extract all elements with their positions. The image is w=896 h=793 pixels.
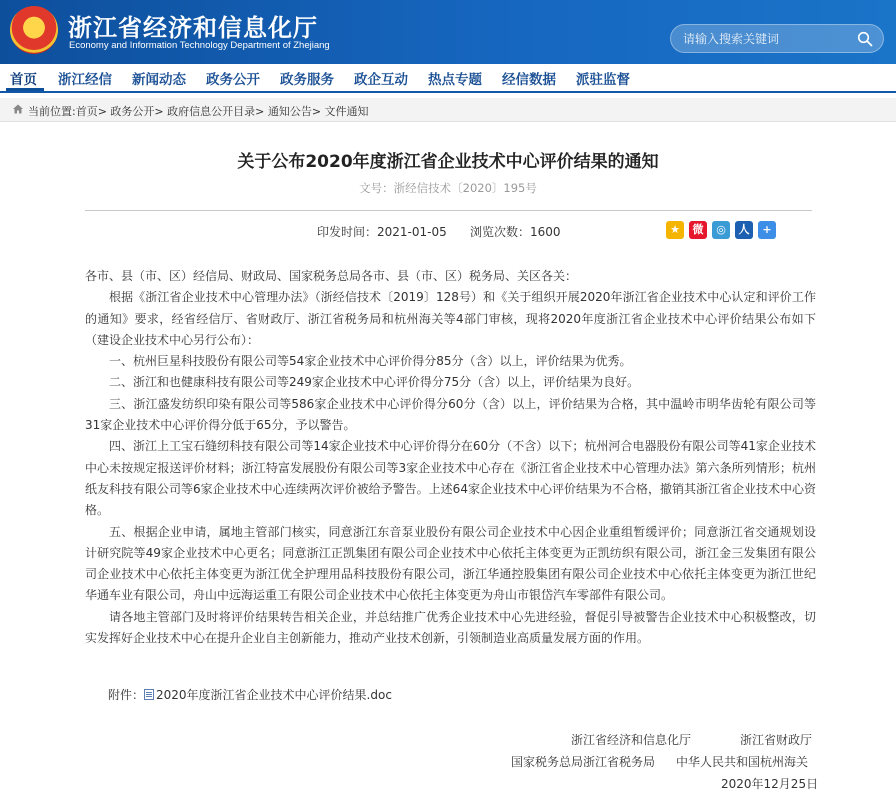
site-subtitle: Economy and Information Technology Department of Zhejiang <box>69 40 330 51</box>
paragraph: 一、杭州巨星科技股份有限公司等54家企业技术中心评价得分85分（含）以上，评价结果为优秀。 <box>109 354 632 369</box>
renren-icon[interactable]: 人 <box>735 221 753 239</box>
home-icon <box>12 103 24 115</box>
view-count: 浏览次数：1600 <box>470 225 561 239</box>
nav-divider <box>0 91 896 93</box>
site-header <box>0 0 896 64</box>
attachment-label: 附件： <box>108 688 145 702</box>
publish-date: 印发时间：2021-01-05 <box>317 225 447 239</box>
qzone-icon[interactable]: ★ <box>666 221 684 239</box>
paragraph: 根据《浙江省企业技术中心管理办法》（浙经信技术〔2019〕128号）和《关于组织开展2020年浙江省企业技术中心认定和评价工作的通知》要求，经省经信厅、省财政厅、浙江省税务局和杭州海关等4部门审核，现将2020年度浙江省企业技术中心评价结果公布如下（建设企业技术中心另行公布）： <box>85 290 816 347</box>
nav-item-zhejiang-jingxin[interactable]: 浙江经信 <box>58 72 112 88</box>
doc-number: 文号：浙经信技术〔2020〕195号 <box>359 181 537 195</box>
signature-org: 浙江省财政厅 <box>740 733 813 747</box>
paragraph: 五、根据企业申请，属地主管部门核实，同意浙江东音泵业股份有限公司企业技术中心因企业重组暂缓评价；同意浙江省交通规划设计研究院等49家企业技术中心更名；同意浙江正凯集团有限公司企业技术中心依托主体变更为正凯纺织有限公司，浙江金三发集团有限公司企业技术中心依托主体变更为浙江优全护理用品科技股份有限公司，浙江华通控股集团有限公司企业技术中心依托主体变更为浙江世纪华通车业有限公司，舟山中远海运重工有限公司企业技术中心依托主体变更为舟山市银岱汽车零部件有限公司。 <box>85 524 816 603</box>
paragraph: 三、浙江盛发纺织印染有限公司等586家企业技术中心评价得分60分（含）以上，评价结果为合格，其中温岭市明华齿轮有限公司等31家企业技术中心评价得分低于65分，予以警告。 <box>85 396 816 433</box>
nav-item-data[interactable]: 经信数据 <box>502 72 556 88</box>
national-emblem-icon: ★ <box>10 6 58 54</box>
breadcrumb <box>0 98 896 122</box>
article-body <box>85 266 816 649</box>
signature-org: 国家税务总局浙江省税务局 <box>511 755 656 769</box>
weibo-icon[interactable]: 微 <box>689 221 707 239</box>
search-icon[interactable] <box>857 31 873 47</box>
signature-date: 2020年12月25日 <box>721 777 819 791</box>
paragraph: 四、浙江上工宝石缝纫科技有限公司等14家企业技术中心评价得分在60分（不含）以下；杭州河合电器股份有限公司等41家企业技术中心未按规定报送评价材料；浙江特富发展股份有限公司等3家企业技术中心存在《浙江省企业技术中心管理办法》第六条所列情形；杭州纸友科技有限公司等6家企业技术中心连续两次评价被给予警告。上述64家企业技术中心评价结果为不合格，撤销其浙江省企业技术中心资格。 <box>85 439 816 518</box>
paragraph: 二、浙江和也健康科技有限公司等249家企业技术中心评价得分75分（含）以上，评价结果为良好。 <box>109 375 640 390</box>
nav-item-gov-service[interactable]: 政务服务 <box>280 72 334 88</box>
attachment-link[interactable]: 2020年度浙江省企业技术中心评价结果.doc <box>156 688 392 702</box>
share-bar <box>666 221 781 239</box>
nav-item-topics[interactable]: 热点专题 <box>428 72 482 88</box>
paragraph: 请各地主管部门及时将评价结果转告相关企业，并总结推广优秀企业技术中心先进经验，督促引导被警告企业技术中心积极整改，切实发挥好企业技术中心在提升企业自主创新能力，推动产业技术创新，引领制造业高质量发展方面的作用。 <box>85 609 816 646</box>
signature-org: 中华人民共和国杭州海关 <box>676 755 809 769</box>
site-title[interactable]: 浙江省经济和信息化厅 <box>68 14 318 42</box>
breadcrumb-path[interactable]: 当前位置:首页> 政务公开> 政府信息公开目录> 通知公告> 文件通知 <box>28 105 369 118</box>
search-input[interactable] <box>683 30 853 48</box>
doc-file-icon <box>144 689 154 700</box>
paragraph-salutation: 各市、县（市、区）经信局、财政局、国家税务总局各市、县（市、区）税务局、关区各关： <box>85 269 578 283</box>
search-box <box>670 24 884 53</box>
wechat-icon[interactable]: ◎ <box>712 221 730 239</box>
nav-item-supervision[interactable]: 派驻监督 <box>576 72 630 88</box>
attachment <box>108 686 392 703</box>
main-nav <box>0 64 896 92</box>
nav-item-gov-disclosure[interactable]: 政务公开 <box>206 72 260 88</box>
nav-item-news[interactable]: 新闻动态 <box>132 72 186 88</box>
nav-item-home[interactable]: 首页 <box>10 72 37 88</box>
article-title: 关于公布2020年度浙江省企业技术中心评价结果的通知 <box>237 152 659 172</box>
nav-item-interaction[interactable]: 政企互动 <box>354 72 408 88</box>
signature-org: 浙江省经济和信息化厅 <box>571 733 692 747</box>
article-divider <box>85 210 812 211</box>
more-icon[interactable]: + <box>758 221 776 239</box>
